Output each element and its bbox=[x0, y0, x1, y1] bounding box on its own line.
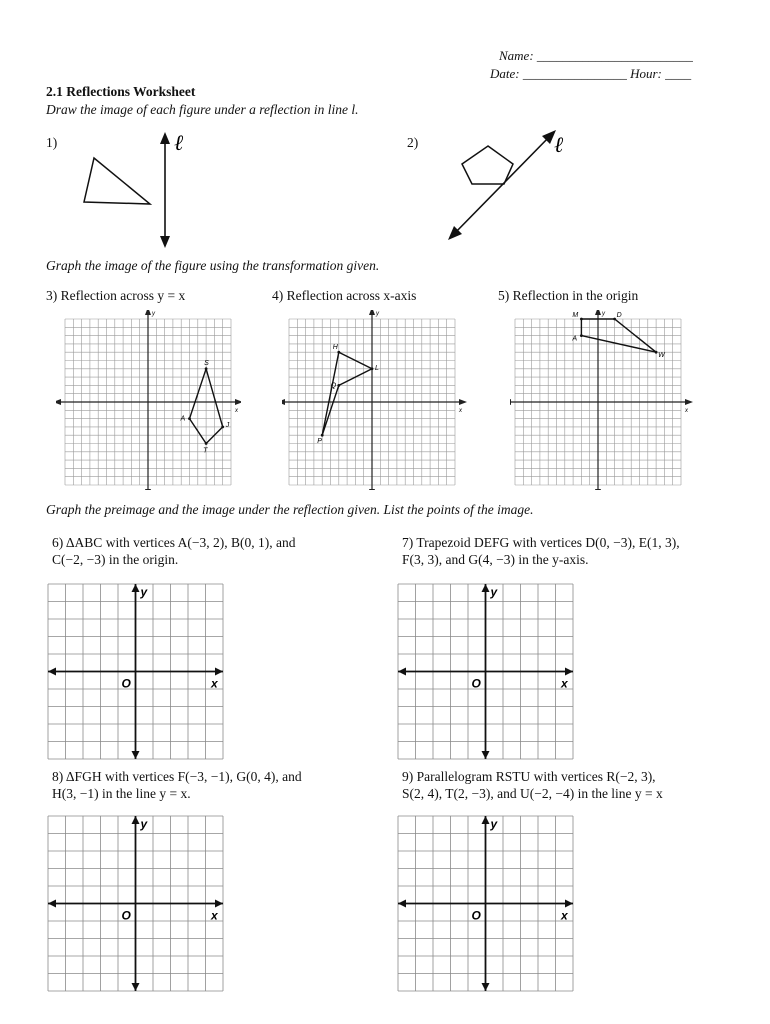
vertex-point bbox=[655, 351, 658, 354]
y-arrow-down bbox=[482, 983, 490, 991]
problem-2-number: 2) bbox=[407, 135, 419, 150]
problem-9-line2: S(2, 4), T(2, −3), and U(−2, −4) in the line y = x bbox=[402, 786, 663, 801]
name-field: Name: ________________________ bbox=[499, 48, 693, 63]
problem-5-graph[interactable] bbox=[510, 310, 695, 490]
vertex-point bbox=[205, 442, 208, 445]
x-arrow-left bbox=[398, 668, 406, 676]
vertex-point bbox=[205, 367, 208, 370]
x-arrow-left bbox=[56, 399, 61, 405]
problem-8-text bbox=[52, 768, 302, 802]
vertex-label: A bbox=[572, 335, 578, 343]
y-arrow-down bbox=[132, 751, 140, 759]
x-arrow-right bbox=[235, 399, 241, 405]
x-axis-label: x bbox=[459, 408, 462, 414]
problem-8-line2: H(3, −1) in the line y = x. bbox=[52, 786, 191, 801]
problem-9-text bbox=[402, 768, 663, 802]
pentagon-shape bbox=[462, 146, 513, 184]
y-arrow-up bbox=[145, 310, 151, 315]
vertex-label: T bbox=[203, 447, 208, 455]
y-arrow-down bbox=[369, 489, 375, 490]
x-arrow-right bbox=[459, 399, 467, 405]
vertex-label: A bbox=[180, 415, 186, 423]
problem-8-graph[interactable] bbox=[44, 812, 226, 996]
y-arrow-up bbox=[482, 584, 490, 592]
y-arrow-up bbox=[132, 816, 140, 824]
y-axis-label: y bbox=[490, 585, 498, 599]
y-axis-label: y bbox=[140, 585, 148, 599]
vertex-label: H bbox=[332, 344, 338, 352]
problem-6-line2: C(−2, −3) in the origin. bbox=[52, 552, 179, 567]
origin-label: O bbox=[471, 908, 481, 923]
line-label-2: ℓ bbox=[554, 132, 564, 157]
problem-9-line1: 9) Parallelogram RSTU with vertices R(−2, 3), bbox=[402, 769, 656, 784]
y-axis-label: y bbox=[376, 311, 379, 317]
problem-7-line1: 7) Trapezoid DEFG with vertices D(0, −3), E(1, 3), bbox=[402, 535, 680, 550]
instruction-part1: Draw the image of each figure under a reflection in line l. bbox=[46, 102, 359, 117]
x-axis-label: x bbox=[235, 408, 238, 414]
problem-1-number: 1) bbox=[46, 135, 58, 150]
arrowhead-up bbox=[160, 132, 170, 144]
y-axis-label: y bbox=[602, 311, 605, 317]
y-arrow-down bbox=[595, 489, 601, 490]
problem-9-graph[interactable] bbox=[394, 812, 576, 996]
vertex-label: L bbox=[375, 364, 379, 372]
y-arrow-up bbox=[595, 310, 601, 315]
y-arrow-down bbox=[145, 489, 151, 490]
x-arrow-left bbox=[282, 399, 285, 405]
problem-8-line1: 8) ΔFGH with vertices F(−3, −1), G(0, 4), and bbox=[52, 769, 302, 784]
y-arrow-up bbox=[369, 310, 375, 315]
y-axis-label: y bbox=[152, 311, 155, 317]
y-arrow-down bbox=[132, 983, 140, 991]
problem-6-line1: 6) ΔABC with vertices A(−3, 2), B(0, 1), and bbox=[52, 535, 296, 550]
x-axis-label: x bbox=[685, 408, 688, 414]
vertex-point bbox=[580, 318, 583, 321]
problem-7-graph[interactable] bbox=[394, 580, 576, 764]
vertex-point bbox=[337, 384, 340, 387]
problem-3-graph[interactable] bbox=[56, 310, 241, 490]
instruction-part3: Graph the preimage and the image under the reflection given. List the points of the image. bbox=[46, 502, 534, 517]
y-axis-label: y bbox=[490, 817, 498, 831]
origin-label: O bbox=[121, 676, 131, 691]
x-axis-label: x bbox=[561, 676, 568, 691]
problem-5-label: 5) Reflection in the origin bbox=[498, 288, 639, 303]
problem-7-text bbox=[402, 534, 680, 568]
problem-3-label: 3) Reflection across y = x bbox=[46, 288, 186, 303]
x-arrow-right bbox=[565, 900, 573, 908]
date-hour-field: Date: ________________ Hour: ____ bbox=[490, 66, 692, 81]
vertex-point bbox=[613, 318, 616, 321]
worksheet-title: 2.1 Reflections Worksheet bbox=[46, 84, 196, 99]
arrowhead-down bbox=[160, 236, 170, 248]
x-arrow-left bbox=[510, 399, 511, 405]
vertex-label: Q bbox=[330, 382, 337, 390]
instruction-part2: Graph the image of the figure using the transformation given. bbox=[46, 258, 380, 273]
x-arrow-left bbox=[398, 900, 406, 908]
y-arrow-up bbox=[482, 816, 490, 824]
problem-6-text bbox=[52, 534, 296, 568]
problem-6-graph[interactable] bbox=[44, 580, 226, 764]
vertex-point bbox=[321, 434, 324, 437]
x-arrow-left bbox=[48, 900, 56, 908]
problem-4-label: 4) Reflection across x-axis bbox=[272, 288, 417, 303]
x-axis-label: x bbox=[211, 908, 218, 923]
vertex-label: D bbox=[616, 312, 622, 319]
vertex-point bbox=[371, 367, 374, 370]
problem-2-figure bbox=[440, 124, 580, 246]
x-arrow-right bbox=[215, 900, 223, 908]
vertex-point bbox=[221, 426, 224, 429]
x-axis-label: x bbox=[211, 676, 218, 691]
vertex-label: W bbox=[658, 352, 665, 360]
vertex-point bbox=[188, 417, 191, 420]
triangle-shape bbox=[84, 158, 150, 204]
problem-1-figure bbox=[70, 128, 210, 250]
x-arrow-right bbox=[215, 668, 223, 676]
reflection-line-2 bbox=[452, 134, 552, 236]
vertex-label: S bbox=[204, 359, 209, 367]
x-arrow-left bbox=[48, 668, 56, 676]
line-label-1: ℓ bbox=[174, 130, 184, 155]
problem-4-graph[interactable] bbox=[282, 310, 467, 490]
y-axis-label: y bbox=[140, 817, 148, 831]
x-axis-label: x bbox=[561, 908, 568, 923]
x-arrow-right bbox=[565, 668, 573, 676]
vertex-point bbox=[337, 351, 340, 354]
x-arrow-right bbox=[685, 399, 693, 405]
origin-label: O bbox=[121, 908, 131, 923]
origin-label: O bbox=[471, 676, 481, 691]
problem-7-line2: F(3, 3), and G(4, −3) in the y-axis. bbox=[402, 552, 589, 567]
vertex-label: M bbox=[572, 312, 579, 319]
y-arrow-down bbox=[482, 751, 490, 759]
vertex-label: J bbox=[225, 421, 230, 429]
vertex-label: P bbox=[317, 438, 322, 446]
y-arrow-up bbox=[132, 584, 140, 592]
vertex-point bbox=[580, 334, 583, 337]
